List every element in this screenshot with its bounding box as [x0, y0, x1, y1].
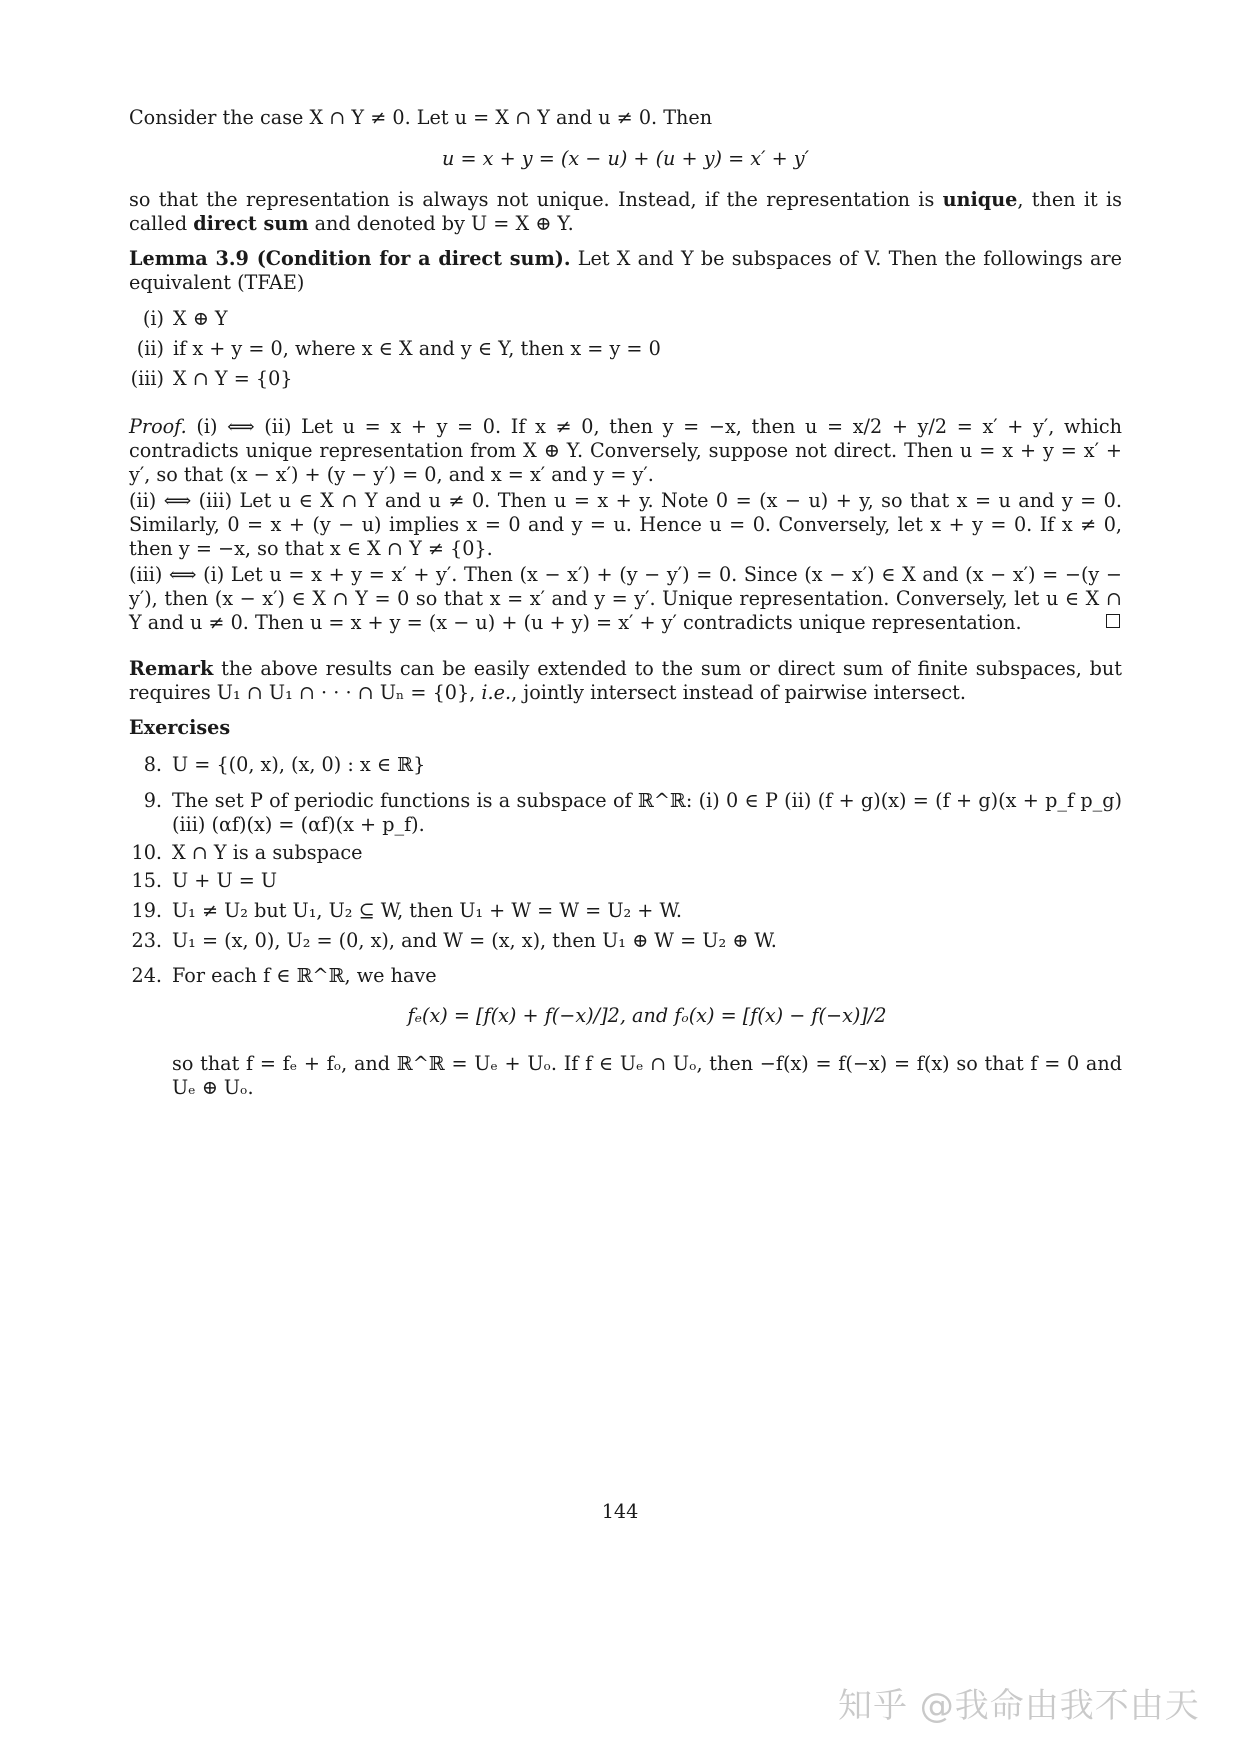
remark-paragraph — [129, 657, 1122, 705]
proof-label: Proof. — [129, 415, 187, 438]
exercise-text: U₁ = (x, 0), U₂ = (0, x), and W = (x, x), then U₁ ⊕ W = U₂ ⊕ W. — [172, 929, 777, 952]
proof-paragraph-3: (iii) ⟺ (i) Let u = x + y = x′ + y′. Then (x − x′) + (y − y′) = 0. Since (x − x′) ∈ X and (x − x′) = −(y − y′), then (x − x′) ∈ X ∩ Y = 0 so that x = x′ and y = y′. Unique representation. Conversely, let u ∈ X ∩ Y and u ≠ 0. Then u = x + y = (x − u) + (u + y) = x′ + y′ contradicts unique representation. — [129, 563, 1122, 634]
remark-label: Remark — [129, 657, 214, 680]
exercise-text: The set P of periodic functions is a subspace of ℝ^ℝ: (i) 0 ∈ P (ii) (f + g)(x) = (f + g)(x + p_f p_g) (iii) (αf)(x) = (αf)(x + p_f). — [172, 789, 1122, 836]
exercise-text: X ∩ Y is a subspace — [172, 841, 363, 864]
remark-text: the above results can be easily extended to the sum or direct sum of finite subspaces, but requires U₁ ∩ U₁ ∩ · · · ∩ Uₙ = {0}, — [129, 657, 1123, 704]
exercise-text: U + U = U — [172, 869, 278, 892]
lemma-item-label: (ii) — [136, 337, 164, 360]
exercise-number: 9. — [143, 789, 162, 812]
lemma-item-label: (iii) — [130, 367, 164, 390]
exercise-equation: fₑ(x) = [f(x) + f(−x)/]2, and fₒ(x) = [f(x) − f(−x)]/2 — [407, 1004, 887, 1027]
watermark: 知乎 @我命由我不由天 — [838, 1686, 1200, 1726]
lemma-item-text: X ⊕ Y — [173, 307, 228, 330]
term-unique: unique — [942, 188, 1018, 211]
lemma-statement — [129, 247, 1122, 295]
intro-line: Consider the case X ∩ Y ≠ 0. Let u = X ∩ Y and u ≠ 0. Then — [129, 106, 713, 129]
exercise-number: 24. — [131, 964, 162, 987]
exercise-text: For each f ∈ ℝ^ℝ, we have — [172, 964, 437, 987]
proof-paragraph-2: (ii) ⟺ (iii) Let u ∈ X ∩ Y and u ≠ 0. Then u = x + y. Note 0 = (x − u) + y, so that x = u and y = 0. Similarly, 0 = x + (y − u) implies x = 0 and y = u. Hence u = 0. Conversely, let x + y = 0. If x ≠ 0, then y = −x, so that x ∈ X ∩ Y ≠ {0}. — [129, 489, 1122, 560]
qed-square-icon — [1106, 614, 1120, 628]
exercise-number: 19. — [131, 899, 162, 922]
display-equation: u = x + y = (x − u) + (u + y) = x′ + y′ — [442, 147, 809, 170]
definition-text-a: so that the representation is always not unique. Instead, if the representation is — [129, 188, 943, 211]
exercise-text: U = {(0, x), (x, 0) : x ∈ ℝ} — [172, 753, 426, 776]
lemma-item-label: (i) — [142, 307, 164, 330]
proof-paragraph-1 — [129, 415, 1122, 487]
lemma-item-text: X ∩ Y = {0} — [173, 367, 293, 390]
lemma-heading: Lemma 3.9 (Condition for a direct sum). — [129, 247, 571, 270]
term-direct-sum: direct sum — [193, 212, 309, 235]
lemma-item-text: if x + y = 0, where x ∈ X and y ∈ Y, then x = y = 0 — [173, 337, 661, 360]
exercise-continuation: so that f = fₑ + fₒ, and ℝ^ℝ = Uₑ + Uₒ. If f ∈ Uₑ ∩ Uₒ, then −f(x) = f(−x) = f(x) so that f = 0 and Uₑ ⊕ Uₒ. — [172, 1052, 1122, 1099]
proof-text: (i) ⟺ (ii) Let u = x + y = 0. If x ≠ 0, then y = −x, then u = x/2 + y/2 = x′ + y′, which contradicts unique representation from X ⊕ Y. Conversely, suppose not direct. Then u = x + y = x′ + y′, so that (x − x′) + (y − y′) = 0, and x = x′ and y = y′. — [129, 415, 1122, 486]
exercise-number: 8. — [143, 753, 162, 776]
exercise-number: 10. — [131, 841, 162, 864]
remark-italic: i.e. — [481, 681, 512, 704]
exercise-number: 23. — [131, 929, 162, 952]
direct-sum-definition — [129, 188, 1122, 236]
definition-text-c: and denoted by U = X ⊕ Y. — [308, 212, 574, 235]
exercises-heading: Exercises — [129, 716, 231, 739]
lemma-text: Let X and Y be subspaces of V. Then the followings are equivalent (TFAE) — [129, 247, 1122, 294]
page-number: 144 — [601, 1500, 639, 1523]
exercise-text: U₁ ≠ U₂ but U₁, U₂ ⊆ W, then U₁ + W = W = U₂ + W. — [172, 899, 682, 922]
exercise-number: 15. — [131, 869, 162, 892]
remark-tail: , jointly intersect instead of pairwise intersect. — [511, 681, 966, 704]
definition-text-b: , then it is called — [129, 188, 1122, 235]
